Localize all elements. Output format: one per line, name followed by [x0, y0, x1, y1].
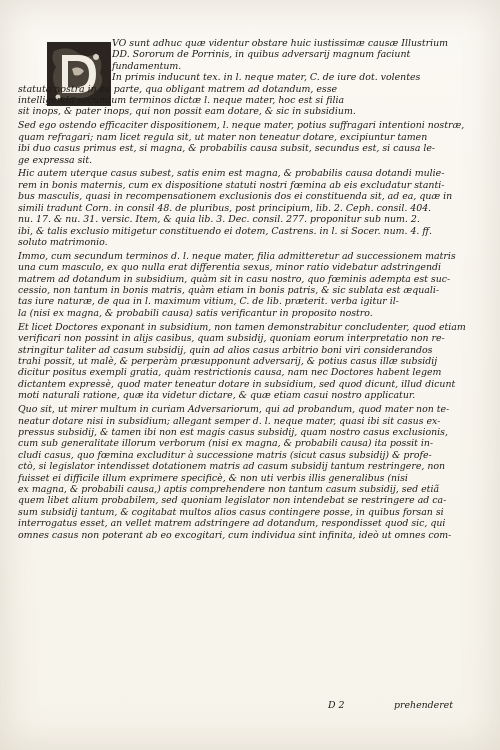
- text-line: statuta nostra in ea parte, qua obligant matrem ad dotandum, esse: [18, 83, 338, 95]
- text-line: quem libet alium probabilem, sed quoniam legislator non intendebat se restringere ad ca-: [18, 495, 447, 507]
- text-line: verificari non possint in alijs casibus, quam subsidij, quoniam eorum interpretatio non re-: [18, 333, 445, 345]
- text-line: Sed ego ostendo efficaciter dispositionem, l. neque mater, potius suffragari intentioni nostræ,: [18, 120, 465, 132]
- text-line: fuisset ei difficile illum exprimere specificè, & non uti verbis illis generalibus (nisi: [18, 472, 408, 484]
- text-line: omnes casus non poterant ab eo excogitari, cum individua sint infinita, ideò ut omnes com-: [18, 529, 452, 541]
- text-line: intelligenda secundum terminos dictæ l. neque mater, hoc est si filia: [18, 95, 345, 107]
- signature-mark: D 2: [328, 700, 345, 711]
- text-line: bus masculis, quasi in recompensationem exclusionis dos ei constituenda sit, ad ea, quæ in: [18, 191, 453, 203]
- text-line: tas iure naturæ, de qua in l. maximum vitium, C. de lib. præterit. verba igitur il-: [18, 296, 399, 308]
- paragraph: [18, 120, 478, 166]
- text-line: sit inops, & pater inops, qui non possit eam dotare, & sic in subsidium.: [18, 106, 356, 118]
- text-line: dictantem expressè, quod mater teneatur dotare in subsidium, sed quod dicunt, illud dicunt: [18, 378, 456, 390]
- text-line: moti naturali ratione, quæ ita videtur dictare, & quæ etiam casui nostro applicatur.: [18, 390, 416, 402]
- catchword: prehenderet: [394, 700, 454, 711]
- text-line: simili tradunt Corn. in consil 48. de pluribus, post principium, lib. 2. Ceph. consil. 404.: [18, 202, 432, 214]
- paragraph: [18, 322, 478, 402]
- paragraph: [18, 404, 478, 541]
- page-text: [18, 38, 478, 543]
- text-line: Immo, cum secundum terminos d. l. neque mater, filia admitteretur ad successionem matris: [18, 250, 456, 262]
- text-line: Et licet Doctores exponant in subsidium, non tamen demonstrabitur concludenter, quod etiam: [18, 321, 466, 333]
- text-line: matrem ad dotandum in subsidium, quàm sit in casu nostro, quo fœminis adempta est suc-: [18, 273, 451, 285]
- text-line: stringitur taliter ad casum subsidij, quin ad alios casus arbitrio boni viri considerandos: [18, 344, 433, 356]
- paragraphs: [18, 95, 478, 541]
- text-line: la (nisi ex magna, & probabili causa) satis verificantur in proposito nostro.: [18, 307, 373, 319]
- text-line: ibi duo casus primus est, si magna, & probabilis causa subsit, secundus est, si causa le-: [18, 143, 436, 155]
- text-line: Hic autem uterque casus subest, satis enim est magna, & probabilis causa dotandi mulie-: [18, 168, 445, 180]
- text-line: Quo sit, ut mirer multum in curiam Adversariorum, qui ad probandum, quod mater non te-: [18, 404, 450, 416]
- text-line: VO sunt adhuc quæ videntur obstare huic iustissimæ causæ Illustrium: [112, 38, 449, 49]
- text-line: rem in bonis maternis, cum ex dispositione statuti nostri fœmina ab eis excludatur stanti-: [18, 179, 445, 191]
- text-line: sum subsidij tantum, & cogitabat multos alios casus contingere posse, in quibus forsan si: [18, 506, 444, 518]
- text-line: trahi possit, ut malè, & perperàm præsupponunt adversarij, & potius casus illæ subsidij: [18, 355, 438, 367]
- text-line: In primis inducunt tex. in l. neque mater, C. de iure dot. volentes: [112, 72, 421, 84]
- text-line: cludi casus, quo fœmina excluditur à successione matris (sicut casus subsidij) & profe-: [18, 449, 432, 461]
- text-line: una cum masculo, ex quo nulla erat differentia sexus, minor ratio videbatur adstringendi: [18, 262, 441, 274]
- text-line: interrogatus esset, an vellet matrem adstringere ad dotandum, respondisset quod sic, qui: [18, 518, 446, 530]
- text-line: ge expressa sit.: [18, 154, 93, 166]
- paragraph: [18, 168, 478, 248]
- text-line: ex magna, & probabili causa,) aptis comprehendere non tantum casum subsidij, sed etiã: [18, 483, 440, 495]
- text-line: ibi, & talis exclusio mitigetur constituendo ei dotem, Castrens. in l. si Socer. num. 4. ff.: [18, 225, 433, 237]
- text-line: cum sub generalitate illorum verborum (nisi ex magna, & probabili causa) ita possit in-: [18, 438, 434, 450]
- text-line: pressus subsidij, & tamen ibi non est magis casus subsidij, quam nostro casus exclusionis,: [18, 426, 448, 438]
- text-line: neatur dotare nisi in subsidium; allegant semper d. l. neque mater, quasi ibi sit casus ex-: [18, 415, 441, 427]
- text-line: dicitur positus exempli gratia, quàm restrictionis causa, nam nec Doctores habent legem: [18, 367, 442, 379]
- text-line: fundamentum.: [112, 60, 182, 72]
- text-line: cessio, non tantum in bonis matris, quàm etiam in bonis patris, & sic sublata est æquali-: [18, 285, 440, 297]
- text-line: ctò, si legislator intendisset dotationem matris ad casum subsidij tantum restringere, non: [18, 461, 446, 473]
- paragraph: [18, 95, 478, 118]
- paragraph: [18, 251, 478, 319]
- text-line: quam refragari; nam licet regula sit, ut mater non teneatur dotare, excipiuntur tamen: [18, 131, 428, 143]
- text-line: DD. Sororum de Porrinis, in quibus adversarij magnum faciunt: [112, 49, 411, 61]
- text-line: soluto matrimonio.: [18, 236, 108, 248]
- text-line: nu. 17. & nu. 31. versic. Item, & quia lib. 3. Dec. consil. 277. proponitur sub num. 2.: [18, 214, 420, 226]
- intro-block: [18, 38, 478, 95]
